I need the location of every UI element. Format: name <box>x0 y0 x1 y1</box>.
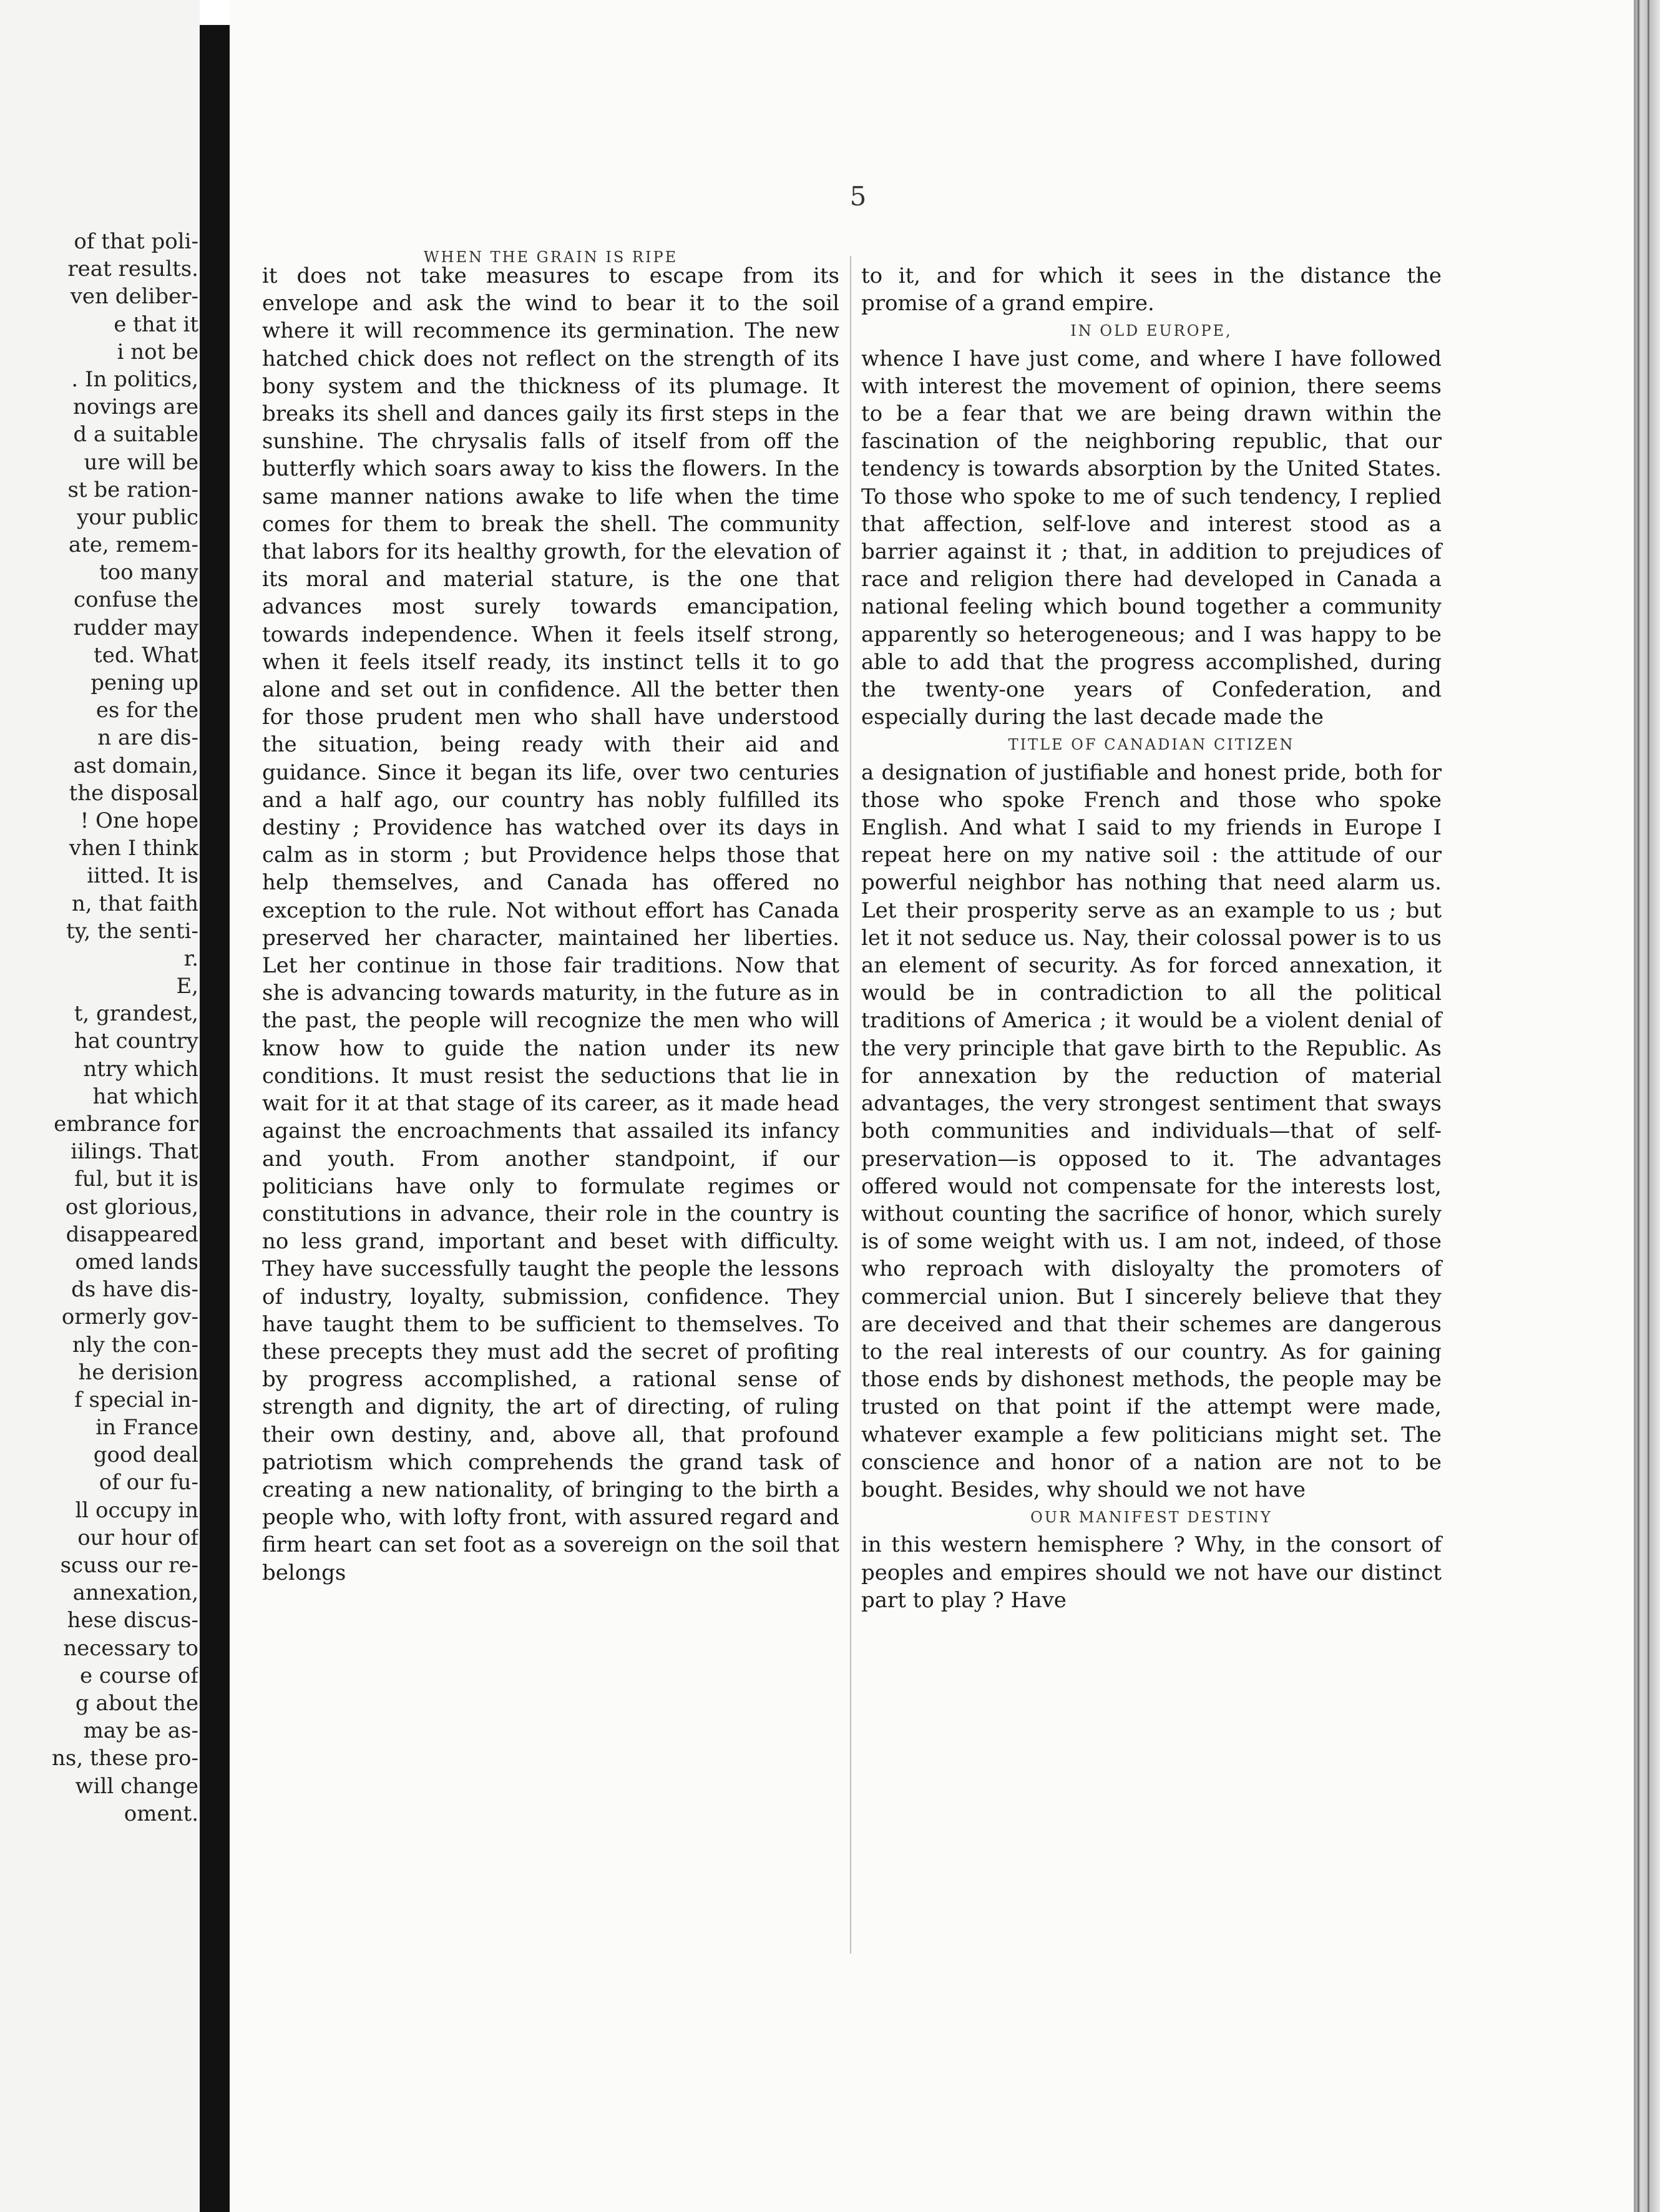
left-fragment-line: pening up <box>90 670 198 695</box>
left-fragment-line: ful, but it is <box>74 1167 198 1192</box>
left-fragment-line: hese discus- <box>67 1608 198 1633</box>
left-fragment-line: ate, remem- <box>68 532 198 558</box>
section-heading-europe: IN OLD EUROPE, <box>1070 322 1233 340</box>
page-edge-line <box>1648 0 1649 2212</box>
left-fragment-line: hat country <box>74 1029 198 1054</box>
left-fragment-line: hat which <box>92 1084 198 1109</box>
left-fragment-line: ost glorious, <box>65 1194 198 1220</box>
left-fragment-line: st be ration- <box>67 477 198 502</box>
column2-paragraph-1: whence I have just come, and where I have followed with interest the movement of opinion, there seems to be a fear that we are being drawn within the fascination of the neighboring republic, that our tendency is towards absorption by the United States. To those who spoke to me of such tendency, I replied that affection, self-love and interest stood as a barrier against it ; that, in addition to prejudices of race and religion there had developed in Canada a national feeling which bound together a community apparently so heterogeneous; and I was happy to be able to add that the progress accomplished, during the twenty-one years of Confederation, and especially during the last decade made the <box>861 346 1442 730</box>
left-fragment-line: . In politics, <box>71 366 198 392</box>
left-fragment-line: e course of <box>79 1663 198 1688</box>
left-fragment-line: iitted. It is <box>87 863 198 889</box>
left-fragment-line: ! One hope <box>80 808 198 833</box>
left-fragment-line: d a suitable <box>73 422 198 448</box>
page-edge-stack <box>1634 0 1660 2212</box>
left-fragment-line: ast domain, <box>73 753 198 778</box>
left-fragment-line: your public <box>77 504 198 530</box>
left-fragment-line: es for the <box>95 698 198 723</box>
left-fragment-line: ted. What <box>94 642 198 668</box>
left-fragment-line: in France <box>95 1415 198 1441</box>
left-fragment-line: ntry which <box>83 1056 198 1082</box>
left-fragment-line: too many <box>99 560 198 585</box>
left-fragment-line: good deal <box>93 1442 198 1468</box>
left-fragment-line: r. <box>183 946 198 971</box>
left-fragment-line: f special in- <box>74 1387 198 1412</box>
left-fragment-line: omed lands <box>75 1249 198 1275</box>
section-heading-destiny: OUR MANIFEST DESTINY <box>1030 1509 1272 1527</box>
column-divider <box>850 256 851 1954</box>
left-fragment-line: oment. <box>124 1801 198 1826</box>
left-fragment-line: ns, these pro- <box>52 1746 198 1771</box>
left-fragment-line: e that it <box>114 311 198 337</box>
left-fragment-line: scuss our re- <box>60 1553 198 1578</box>
left-fragment-line: embrance for <box>54 1112 198 1137</box>
text-column-right <box>861 262 1442 1614</box>
column1-paragraph: it does not take measures to escape from its envelope and ask the wind to bear it to the soil where it will recommence its germination. The new hatched chick does not reflect on the strength of its bony system and the thickness of its plumage. It breaks its shell and dances gaily its first steps in the sunshine. The chrysalis falls of itself from off the butterfly which soars away to kiss the flowers. In the same manner nations awake to life when the time comes for them to break the shell. The community that labors for its healthy growth, for the elevation of its moral and material stature, is the one that advances most surely towards emancipation, towards independence. When it feels itself strong, when it feels itself ready, its instinct tells it to go alone and set out in confidence. All the better then for those prudent men who shall have understood the situation, being ready with their aid and guidance. Since it began its life, over two centuries and a half ago, our country has nobly fulfilled its destiny ; Providence has watched over its days in calm as in storm ; but Providence helps those that help themselves, and Canada has offered no exception to the rule. Not without effort has Canada preserved her character, maintained her liberties. Let her continue in those fair traditions. Now that she is advancing towards maturity, in the future as in the past, the people will recognize the men who will know how to guide the nation under its new conditions. It must resist the seductions that lie in wait for it at that stage of its career, as it made head against the encroachments that assailed its infancy and youth. From another standpoint, if our politicians have only to formulate regimes or constitutions in advance, their role in the country is no less grand, important and beset with difficulty. They have successfully taught the people the lessons of industry, loyalty, submission, confidence. They have taught them to be sufficient to themselves. To these precepts they must add the secret of profiting by progress accomplished, a rational sense of strength and dignity, the art of directing, of ruling their own destiny, and, above all, that profound patriotism which comprehends the grand task of creating a new nationality, of bringing to the birth a people who, with lofty front, with assured regard and firm heart can set foot as a sovereign on the soil that belongs <box>262 263 839 1585</box>
left-fragment-line: ure will be <box>84 449 198 475</box>
left-fragment-line: rudder may <box>73 615 198 640</box>
left-fragment-line: ll occupy in <box>75 1497 198 1523</box>
left-fragment-line: E, <box>176 974 198 999</box>
left-fragment-line: necessary to <box>63 1635 198 1661</box>
left-fragment-line: of our fu- <box>99 1470 198 1495</box>
left-fragment-line: novings are <box>72 394 198 420</box>
section-heading-grain: WHEN THE GRAIN IS RIPE <box>423 248 678 266</box>
left-fragment-line: reat results. <box>67 257 198 282</box>
column2-paragraph-2: a designation of justifiable and honest pride, both for those who spoke French and those who spoke English. And what I said to my friends in Europe I repeat here on my native soil : the attitude of our powerful neighbor has nothing that need alarm us. Let their prosperity serve as an example to us ; but let it not seduce us. Nay, their colossal power is to us an element of security. As for forced annexation, it would be in contradiction to all the political traditions of America ; it would be a violent denial of the very principle that gave birth to the Republic. As for annexation by the reduction of material advantages, the very strongest sentiment that sways both communities and individuals—that of self-preservation—is opposed to it. The advantages offered would not compensate for the interests lost, without counting the sacrifice of honor, which surely is of some weight with us. I am not, indeed, of those who reproach with disloyalty the promoters of commercial union. But I sincerely believe that they are deceived and that their schemes are dangerous to the real interests of our country. As for gaining those ends by dishonest methods, the people may be trusted on that point if the attempt were made, whatever example a few politicians might set. The conscience and honor of a nation are not to be bought. Besides, why should we not have <box>861 760 1442 1502</box>
column2-intro: to it, and for which it sees in the distance the promise of a grand empire. <box>861 263 1442 316</box>
book-spine <box>200 25 230 2212</box>
left-fragment-line: t, grandest, <box>74 1001 198 1027</box>
left-fragment-line: ty, the senti- <box>66 918 198 944</box>
left-page-fragment-column <box>4 228 198 1828</box>
column2-paragraph-3: in this western hemisphere ? Why, in the consort of peoples and empires should we not have our distinct part to play ? Have <box>861 1532 1442 1613</box>
left-fragment-line: ormerly gov- <box>61 1304 198 1330</box>
left-fragment-line: nly the con- <box>72 1332 198 1358</box>
left-fragment-line: ven deliber- <box>70 284 198 310</box>
left-fragment-line: g about the <box>75 1690 198 1716</box>
left-fragment-line: the disposal <box>69 780 198 806</box>
page-edge-line <box>1638 0 1639 2212</box>
left-fragment-line: he derision <box>78 1359 198 1385</box>
left-page <box>0 0 200 2212</box>
left-fragment-line: annexation, <box>72 1580 198 1606</box>
left-fragment-line: will change <box>75 1773 198 1799</box>
page-number: 5 <box>849 181 867 212</box>
left-fragment-line: iilings. That <box>71 1139 198 1165</box>
left-fragment-line: n are dis- <box>97 725 198 751</box>
left-fragment-line: our hour of <box>77 1525 198 1550</box>
left-fragment-line: ds have dis- <box>71 1277 198 1303</box>
section-heading-citizen: TITLE OF CANADIAN CITIZEN <box>1008 736 1295 754</box>
left-fragment-line: of that poli- <box>74 229 198 254</box>
text-column-left <box>262 248 839 1587</box>
left-fragment-line: i not be <box>117 339 198 365</box>
left-fragment-line: confuse the <box>74 587 198 613</box>
left-fragment-line: vhen I think <box>69 836 198 861</box>
left-fragment-line: n, that faith <box>71 891 198 916</box>
left-fragment-line: may be as- <box>83 1718 198 1744</box>
left-fragment-line: disappeared <box>66 1221 198 1247</box>
